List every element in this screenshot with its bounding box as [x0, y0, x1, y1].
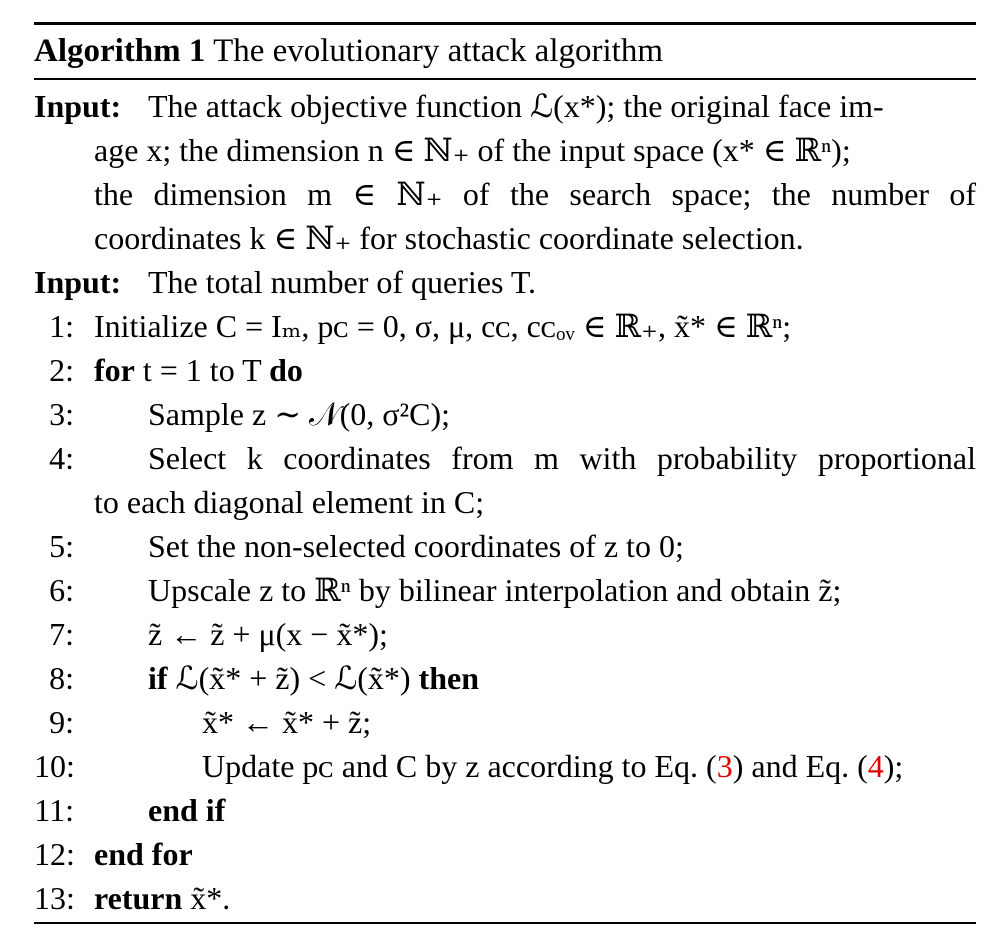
step-text: if ℒ(x̃* + z̃) < ℒ(x̃*) then [148, 660, 480, 696]
step-text: end for [94, 836, 193, 872]
step-number: 12: [34, 836, 75, 872]
step-text: to each diagonal element in C; [94, 484, 485, 520]
step-number: 4: [49, 440, 74, 476]
algorithm-label: Algorithm 1 [34, 33, 206, 69]
eq4-ref[interactable]: 4 [867, 748, 884, 784]
step-number: 2: [49, 352, 74, 388]
algorithm-title: The evolutionary attack algorithm [213, 33, 663, 69]
algorithm-block [34, 22, 976, 926]
step-text: x̃* ← x̃* + z̃; [202, 704, 372, 740]
input-label: Input: [34, 88, 122, 124]
step-text: Upscale z to ℝⁿ by bilinear interpolation and obtain z̃; [148, 572, 842, 608]
step-number: 9: [49, 704, 74, 740]
input-text-4: coordinates k ∈ ℕ₊ for stochastic coordinate selection. [94, 220, 804, 256]
input-text-1: The attack objective function ℒ(x*); the original face im- [148, 88, 884, 124]
step-number: 1: [49, 308, 74, 344]
input-label: Input: [34, 264, 122, 300]
step-text: Select k coordinates from m with probability proportional [148, 440, 976, 476]
algorithm-caption [34, 31, 663, 71]
step-number: 11: [34, 792, 74, 828]
step-number: 7: [49, 616, 74, 652]
input-text-3: the dimension m ∈ ℕ₊ of the search space; the number of [94, 176, 976, 212]
step-text: return x̃*. [94, 880, 231, 916]
input-line-1 [34, 86, 976, 126]
step-text: end if [148, 792, 226, 828]
step-text: z̃ ← z̃ + μ(x − x̃*); [148, 616, 388, 652]
step-number: 3: [49, 396, 74, 432]
step-number: 6: [49, 572, 74, 608]
step-number: 8: [49, 660, 74, 696]
step-number: 5: [49, 528, 74, 564]
step-text: for t = 1 to T do [94, 352, 303, 388]
top-rule [34, 22, 976, 25]
step-text: Sample z ∼ 𝒩(0, σ²C); [148, 396, 451, 432]
input-text-2: age x; the dimension n ∈ ℕ₊ of the input space (x* ∈ ℝⁿ); [94, 132, 851, 168]
step-text: Update pᴄ and C by z according to Eq. (3) and Eq. (4); [202, 748, 904, 784]
step-text: Initialize C = Iₘ, pᴄ = 0, σ, μ, cᴄ, cᴄₒᵥ ∈ ℝ₊, x̃* ∈ ℝⁿ; [94, 308, 792, 344]
eq3-ref[interactable]: 3 [716, 748, 733, 784]
step-text: Set the non-selected coordinates of z to 0; [148, 528, 684, 564]
caption-rule [34, 78, 976, 80]
input-line-5 [34, 262, 976, 302]
bottom-rule [34, 922, 976, 924]
step-number: 10: [34, 748, 75, 784]
step-number: 13: [34, 880, 75, 916]
input-text-5: The total number of queries T. [148, 264, 537, 300]
